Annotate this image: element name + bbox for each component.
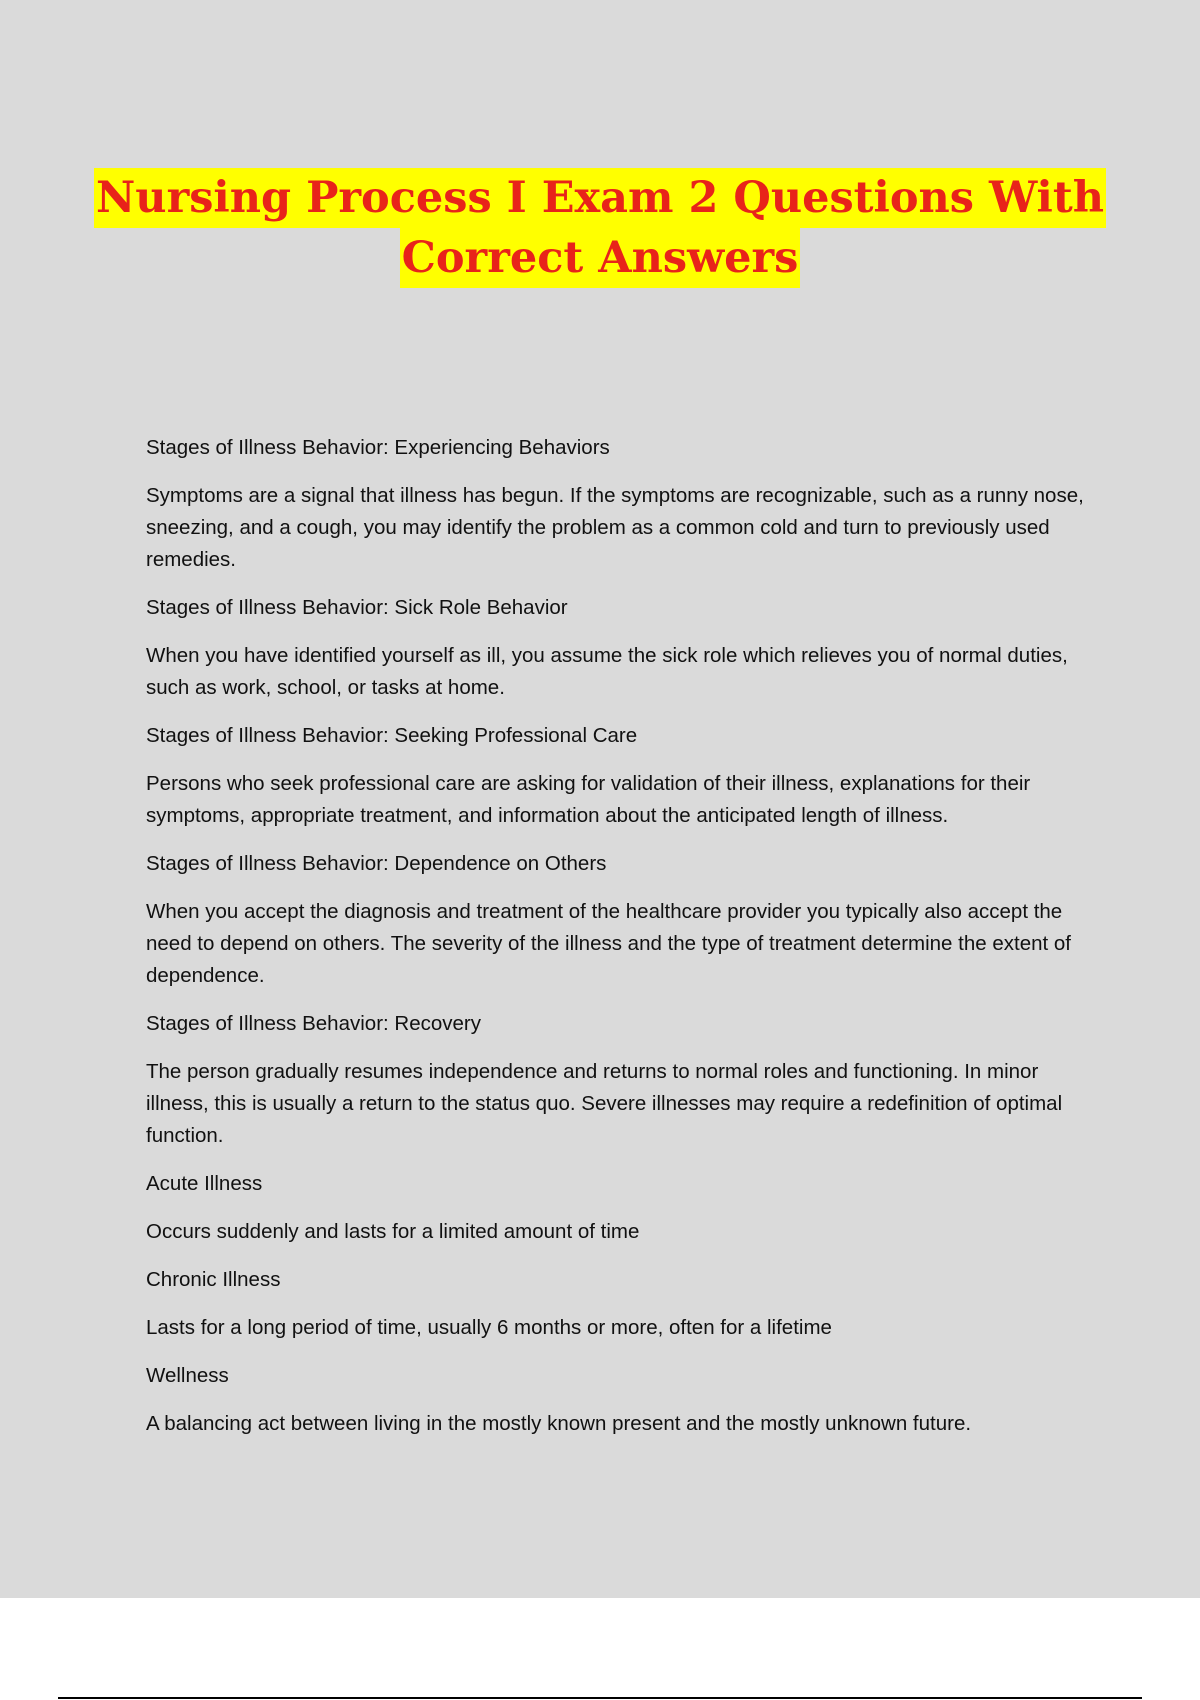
entry-definition: When you accept the diagnosis and treatment of the healthcare provider you typically also accept the need to depend on others. The severity of the illness and the type of treatment determine the extent of dependence. — [146, 900, 1071, 987]
entry-definition: The person gradually resumes independence and returns to normal roles and functioning. In minor illness, this is usually a return to the status quo. Severe illnesses may require a redefinition of optimal function. — [146, 1060, 1063, 1147]
entry-definition: Occurs suddenly and lasts for a limited amount of time — [146, 1220, 640, 1243]
entry-definition: A balancing act between living in the mostly known present and the mostly unknown future. — [146, 1412, 972, 1435]
entry-term: Stages of Illness Behavior: Recovery — [146, 1012, 481, 1035]
entry-term: Stages of Illness Behavior: Sick Role Behavior — [146, 596, 568, 619]
flashcard-list — [146, 432, 1096, 1456]
entry-definition: Persons who seek professional care are asking for validation of their illness, explanations for their symptoms, appropriate treatment, and information about the anticipated length of illness. — [146, 772, 1031, 827]
entry-term: Chronic Illness — [146, 1268, 281, 1291]
entry-definition: When you have identified yourself as ill, you assume the sick role which relieves you of normal duties, such as work, school, or tasks at home. — [146, 644, 1068, 699]
entry-term: Wellness — [146, 1364, 229, 1387]
entry-term: Stages of Illness Behavior: Dependence on Others — [146, 852, 607, 875]
entry-term: Acute Illness — [146, 1172, 263, 1195]
title-line-1: Nursing Process I Exam 2 Questions With — [94, 168, 1106, 228]
document-title — [0, 168, 1200, 288]
entry-definition: Symptoms are a signal that illness has begun. If the symptoms are recognizable, such as a runny nose, sneezing, and a cough, you may identify the problem as a common cold and turn to previously used remedies. — [146, 484, 1084, 571]
entry-definition: Lasts for a long period of time, usually 6 months or more, often for a lifetime — [146, 1316, 832, 1339]
title-line-2: Correct Answers — [400, 228, 801, 288]
footer-divider — [58, 1697, 1142, 1699]
entry-term: Stages of Illness Behavior: Experiencing Behaviors — [146, 436, 610, 459]
entry-term: Stages of Illness Behavior: Seeking Professional Care — [146, 724, 638, 747]
